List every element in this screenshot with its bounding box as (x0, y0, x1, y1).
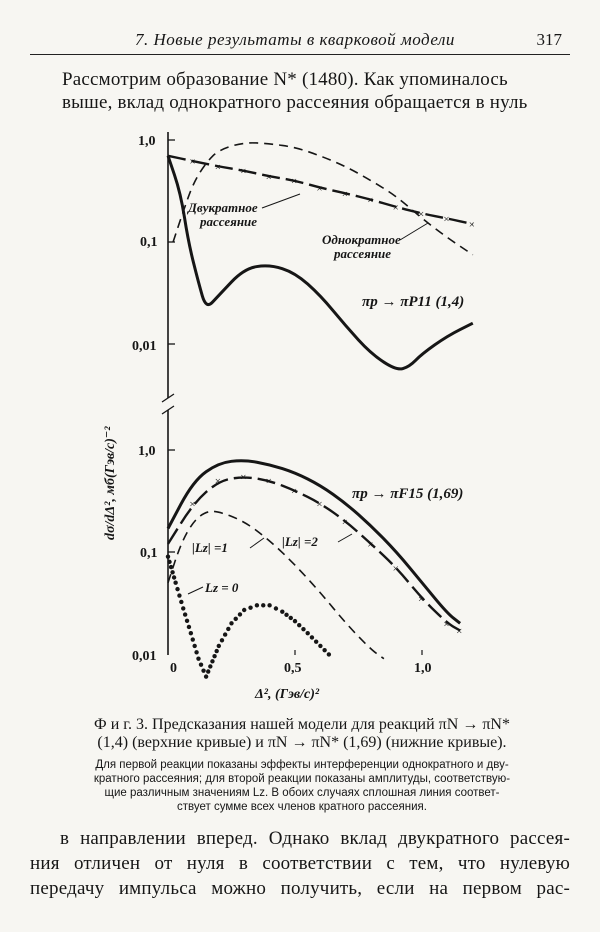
top-y-tick-label: 0,1 (140, 235, 158, 250)
series-marker-x: × (214, 161, 222, 174)
top-y-tick-label: 1,0 (138, 134, 156, 149)
intro-paragraph (62, 68, 562, 114)
series-point-lz0 (204, 674, 208, 678)
series-marker-x: × (189, 156, 196, 169)
top-panel-curves (168, 143, 475, 369)
series-marker-x: × (291, 485, 298, 498)
series-point-lz0 (274, 606, 278, 610)
series-marker-x: × (418, 208, 425, 221)
series-point-lz0 (166, 554, 170, 558)
series-point-lz0 (322, 648, 326, 652)
series-point-lz0 (318, 644, 322, 648)
series-marker-x: × (443, 213, 450, 226)
figure-3 (0, 120, 600, 710)
reaction-label-top: πp → πP11 (1,4) (362, 294, 465, 310)
series-marker-x: × (418, 593, 425, 606)
series-marker-x: × (240, 165, 247, 178)
series-point-lz0 (255, 603, 259, 607)
x-tick-label: 0 (170, 661, 177, 676)
series-point-lz0 (183, 612, 187, 616)
series-point-lz0 (196, 656, 200, 660)
series-marker-x: × (316, 498, 323, 511)
series-point-lz0 (261, 603, 265, 607)
figure-caption (36, 716, 568, 814)
series-marker-x: × (265, 171, 272, 184)
series-marker-x: × (291, 175, 298, 188)
body-paragraph (30, 826, 570, 901)
series-point-lz0 (192, 644, 196, 648)
series-point-lz0 (179, 600, 183, 604)
caption-detail-line: щие различным значениям Lz. В обоих случаях сплошная линия соответ- (104, 787, 500, 799)
series-point-lz0 (242, 608, 246, 612)
series-point-lz0 (201, 668, 205, 672)
reaction-label-bottom: πp → πF15 (1,69) (352, 486, 464, 502)
x-tick-label: 0,5 (284, 661, 302, 676)
page-number: 317 (536, 30, 562, 49)
series-point-lz0 (217, 644, 221, 648)
series-marker-x: × (367, 194, 374, 207)
series-point-lz0 (212, 654, 216, 658)
x-tick-label: 1,0 (414, 661, 432, 676)
label-double-scattering: рассеяние (200, 214, 258, 229)
series-marker-x: × (316, 182, 323, 195)
series-marker-x: × (240, 471, 247, 484)
series-point-lz0 (172, 575, 176, 579)
series-marker-x: × (341, 188, 349, 201)
series-point-lz0 (185, 619, 189, 623)
series-marker-x: × (367, 538, 374, 551)
body-line: ния отличен от нуля в соответствии с тем, что нулевую (30, 853, 570, 874)
series-point-lz0 (223, 632, 227, 636)
series-marker-x: × (189, 498, 196, 511)
bottom-y-tick-label: 0,1 (140, 546, 158, 561)
series-point-lz0 (169, 565, 173, 569)
label-pointer (188, 587, 203, 594)
caption-line: Ф и г. 3. Предсказания нашей модели для реакций πN → πN* (94, 716, 510, 733)
page-header (30, 28, 570, 55)
series-point-lz0 (280, 609, 284, 613)
series-point-lz0 (167, 560, 171, 564)
series-point-lz0 (177, 593, 181, 597)
running-title: 7. Новые результаты в кварковой модели (135, 30, 455, 49)
series-point-lz0 (248, 605, 252, 609)
label-pointer (262, 194, 300, 208)
caption-line: (1,4) (верхние кривые) и πN → πN* (1,69) (нижние кривые). (97, 734, 507, 751)
label-lz2: |Lz| =2 (282, 534, 318, 549)
series-point-lz0 (173, 581, 177, 585)
series-point-lz0 (220, 638, 224, 642)
label-single-scattering: Однократное (322, 232, 401, 247)
series-point-lz0 (214, 649, 218, 653)
series-point-lz0 (206, 669, 210, 673)
series-point-lz0 (210, 659, 214, 663)
top-y-tick-label: 0,01 (132, 339, 157, 354)
series-marker-x: × (443, 618, 450, 631)
series-point-lz0 (181, 606, 185, 610)
bottom-y-tick-label: 0,01 (132, 649, 157, 664)
series-point-lz0 (187, 625, 191, 629)
series-point-lz0 (238, 612, 242, 616)
series-point-lz0 (234, 617, 238, 621)
series-point-lz0 (310, 635, 314, 639)
series-marker-x: × (456, 625, 463, 638)
caption-detail-line: кратного рассеяния; для второй реакции показаны амплитуды, соответствую- (93, 773, 511, 785)
y-axis-label: dσ/dΔ², мб(Гэв/с)⁻² (103, 426, 118, 540)
intro-line: выше, вклад однократного рассеяния обращается в нуль (62, 92, 528, 113)
series-point-lz0 (327, 652, 331, 656)
series-marker-x: × (392, 562, 399, 575)
series-point-lz0 (267, 603, 271, 607)
x-ticks (295, 650, 422, 655)
caption-detail-line: ствует сумме всех членов кратного рассеяния. (177, 801, 427, 813)
series-marker-x: × (341, 516, 349, 529)
series-point-lz0 (284, 613, 288, 617)
label-pointer (338, 534, 352, 542)
label-lz1: |Lz| =1 (192, 540, 228, 555)
series-point-lz0 (229, 621, 233, 625)
label-double-scattering: Двукратное (188, 200, 258, 215)
series-point-lz0 (297, 623, 301, 627)
series-point-lz0 (208, 664, 212, 668)
series-point-lz0 (189, 631, 193, 635)
series-point-lz0 (194, 650, 198, 654)
series-point-lz0 (289, 616, 293, 620)
label-single-scattering: рассеяние (334, 246, 392, 261)
series-point-lz0 (301, 627, 305, 631)
label-pointer (400, 223, 428, 240)
x-axis-label: Δ², (Гэв/с)² (255, 687, 320, 702)
series-line-lz-1 (168, 511, 384, 658)
caption-detail-line: Для первой реакции показаны эффекты интерференции однократного и дву- (95, 759, 509, 771)
series-marker-x: × (214, 475, 222, 488)
series-point-lz0 (306, 631, 310, 635)
series-point-lz0 (170, 570, 174, 574)
series-marker-x: × (265, 475, 272, 488)
series-marker-x: × (468, 219, 476, 232)
label-lz0: Lz = 0 (205, 580, 239, 595)
bottom-y-tick-label: 1,0 (138, 444, 156, 459)
series-point-lz0 (314, 639, 318, 643)
series-point-lz0 (226, 627, 230, 631)
series-marker-x: × (392, 202, 399, 215)
series-point-lz0 (191, 637, 195, 641)
series-point-lz0 (199, 662, 203, 666)
body-line: в направлении вперед. Однако вклад двукратного рассея- (60, 828, 570, 849)
body-line: передачу импульса можно получить, если на первом рас- (30, 878, 570, 899)
label-pointer (250, 538, 264, 548)
intro-line: Рассмотрим образование N* (1480). Как упоминалось (62, 69, 508, 90)
series-point-lz0 (175, 587, 179, 591)
series-point-lz0 (293, 619, 297, 623)
